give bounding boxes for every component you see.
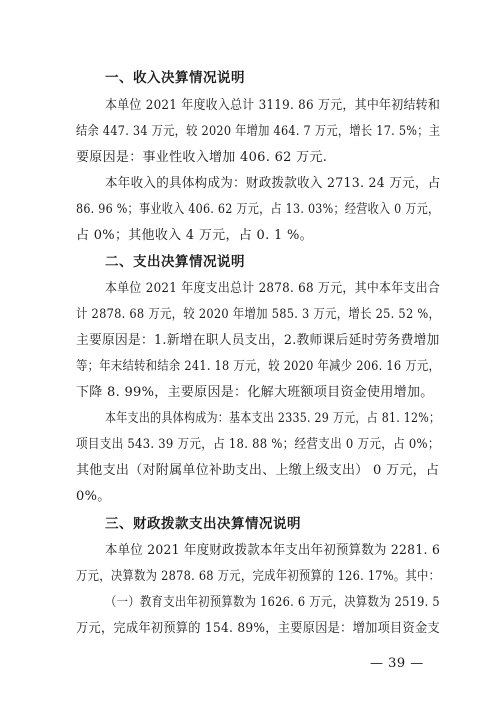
section-2-heading: 二、支出决算情况说明 [105,254,245,270]
section-2-para-2-line-4: 0%。 [76,489,111,504]
section-1-para-1-line-1: 本单位 2021 年度收入总计 3119. 86 万元，其中年初结转和 [105,98,441,113]
section-2-para-1-line-4: 等；年末结转和结余 241. 18 万元，较 2020 年减少 206. 16 万元， [76,359,441,374]
section-3-para-1-line-1: 本单位 2021 年度财政拨款本年支出年初预算数为 2281. 6 [105,543,441,558]
section-2-para-1-line-5: 下降 8. 99%，主要原因是：化解大班额项目资金使用增加。 [76,385,434,400]
section-2-para-2-line-3: 其他支出（对附属单位补助支出、上缴上级支出） 0 万元，占 [76,463,440,478]
section-2-para-1-line-2: 计 2878. 68 万元，较 2020 年增加 585. 3 万元，增长 25. 52 %， [76,307,441,322]
section-1-para-2-line-1: 本年收入的具体构成为：财政拨款收入 2713. 24 万元，占 [105,176,441,191]
section-3-para-2-line-1: （一）教育支出年初预算数为 1626. 6 万元，决算数为 2519. 5 [105,595,440,610]
page-number: — 39 — [370,656,424,671]
section-3-para-2-line-2: 万元，完成年初预算的 154. 89%，主要原因是：增加项目资金支 [76,621,440,636]
section-1-para-1-line-2: 结余 447. 34 万元，较 2020 年增加 464. 7 万元，增长 17. 5%；主 [76,124,441,139]
section-2-para-2-line-2: 项目支出 543. 39 万元，占 18. 88 %；经营支出 0 万元，占 0%； [76,437,440,452]
section-2-para-1-line-3: 主要原因是：1.新增在职人员支出，2.教师课后延时劳务费增加 [76,333,440,348]
section-3-para-1-line-2: 万元，决算数为 2878. 68 万元，完成年初预算的 126. 17%。其中： [76,569,441,584]
section-1-para-2-line-3: 占 0%；其他收入 4 万元，占 0. 1 %。 [76,228,313,243]
section-2-para-2-line-1: 本年支出的具体构成为：基本支出 2335. 29 万元，占 81. 12%； [105,411,441,426]
section-1-para-2-line-2: 86. 96 %；事业收入 406. 62 万元，占 13. 03%；经营收入 0 万元， [76,202,440,217]
section-3-heading: 三、财政拨款支出决算情况说明 [105,516,301,532]
section-1-heading: 一、收入决算情况说明 [105,70,245,86]
section-1-para-1-line-3: 要原因是：事业性收入增加 406. 62 万元. [76,150,328,165]
section-2-para-1-line-1: 本单位 2021 年度支出总计 2878. 68 万元，其中本年支出合 [105,281,441,296]
